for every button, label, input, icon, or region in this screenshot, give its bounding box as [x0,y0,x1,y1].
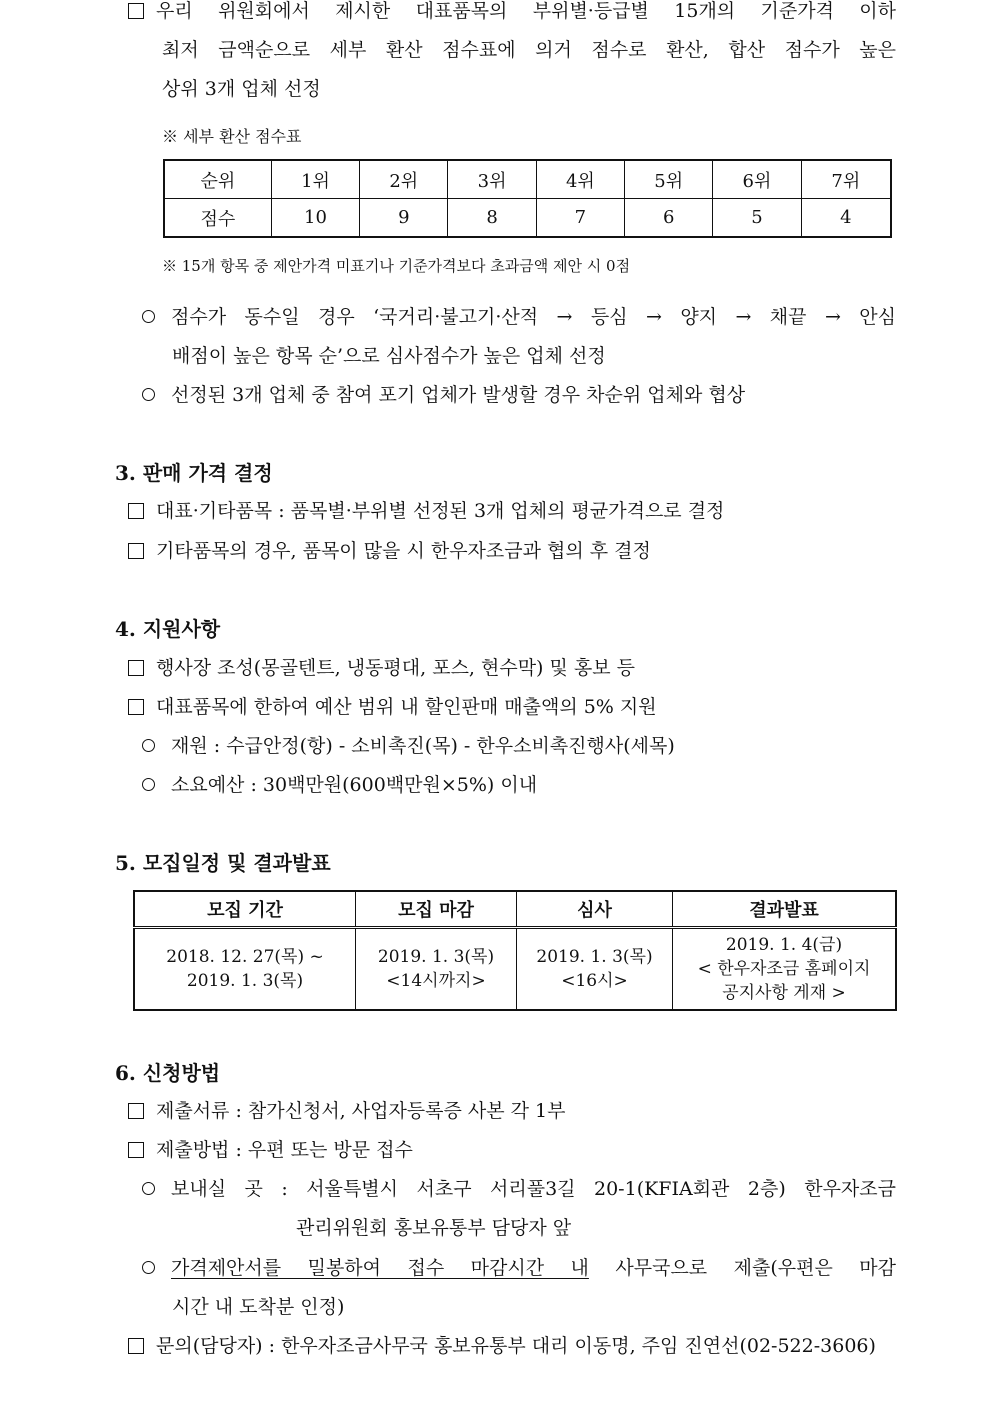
section-6-seal-rest: 사무국으로 제출(우편은 마감 [588,1257,897,1279]
section-3-item-2-text: 기타품목의 경우, 품목이 많을 시 한우자조금과 협의 후 결정 [156,540,651,562]
schedule-header-cell: 모집 기간 [134,891,356,928]
schedule-cell-line: 2018. 12. 27(목) ~ [166,947,324,967]
schedule-cell-deadline [356,928,517,1011]
bullet-circle-icon [142,1261,155,1274]
checkbox-square-icon [128,660,144,676]
score-table-cell: 5위 [625,160,713,199]
score-table-value-row [164,199,891,238]
section-4-sub-2-text: 소요예산 : 30백만원(600백만원×5%) 이내 [171,774,538,796]
checkbox-square-icon [128,699,144,715]
intro-line-2: 최저 금액순으로 세부 환산 점수표에 의거 점수로 환산, 합산 점수가 높은 [162,39,896,61]
tie-rule-text-1: 점수가 동수일 경우 ‘국거리·불고기·산적 → 등심 → 양지 → 채끝 → 안심 [171,306,896,328]
section-4-sub-1-text: 재원 : 수급안정(항) - 소비촉진(목) - 한우소비촉진행사(세목) [171,735,675,757]
intro-line-1 [128,0,896,24]
section-4-item-2-text: 대표품목에 한하여 예산 범위 내 할인판매 매출액의 5% 지원 [156,696,657,718]
score-table-cell: 6위 [713,160,801,199]
checkbox-square-icon [128,3,144,19]
tie-rule-line-1 [142,304,896,330]
schedule-cell-line: 2019. 1. 4(금) [725,935,843,955]
section-6-seal-line-2: 시간 내 도착분 인정) [172,1296,345,1318]
schedule-cell-period [134,928,356,1011]
waive-rule-text: 선정된 3개 업체 중 참여 포기 업체가 발생할 경우 차순위 업체와 협상 [171,384,746,406]
schedule-header-cell: 심사 [517,891,673,928]
section-4-sub-1 [142,733,675,759]
bullet-circle-icon [142,310,155,323]
checkbox-square-icon [128,1338,144,1354]
score-table-cell: 4위 [536,160,624,199]
section-6-item-1-text: 제출서류 : 참가신청서, 사업자등록증 사본 각 1부 [156,1100,566,1122]
score-table-cell: 3위 [448,160,536,199]
score-table-header-row [164,160,891,199]
tie-rule-line-2: 배점이 높은 항목 순’으로 심사점수가 높은 업체 선정 [172,345,606,367]
checkbox-square-icon [128,503,144,519]
score-table-cell: 7위 [801,160,891,199]
score-table-cell: 10 [271,199,359,238]
score-table-cell: 순위 [164,160,271,199]
checkbox-square-icon [128,1142,144,1158]
section-6-address-2: 관리위원회 홍보유통부 담당자 앞 [296,1217,572,1239]
schedule-cell-line: 2019. 1. 3(목) [536,947,653,967]
score-table-footnote: ※ 15개 항목 중 제안가격 미표기나 기준가격보다 초과금액 제안 시 0점 [162,257,631,275]
score-table-cell: 1위 [271,160,359,199]
section-3-title: 3. 판매 가격 결정 [115,461,273,485]
section-5-title: 5. 모집일정 및 결과발표 [115,851,331,875]
section-6-address-1 [142,1176,896,1202]
score-table-cell: 7 [536,199,624,238]
checkbox-square-icon [128,1103,144,1119]
schedule-header-cell: 결과발표 [673,891,897,928]
schedule-cell-announcement [673,928,897,1011]
section-6-item-2 [128,1137,413,1163]
schedule-table [133,890,897,1011]
score-table [163,159,892,238]
section-6-item-2-text: 제출방법 : 우편 또는 방문 접수 [156,1139,413,1161]
intro-line-3: 상위 3개 업체 선정 [162,78,321,100]
section-6-item-1 [128,1098,566,1124]
schedule-cell-line: 2019. 1. 3(목) [186,971,304,991]
score-table-caption: ※ 세부 환산 점수표 [162,127,302,146]
section-3-item-2 [128,538,651,564]
schedule-cell-line: <16시> [561,971,628,991]
section-4-sub-2 [142,772,537,798]
schedule-header-row [134,891,896,928]
section-6-contact [128,1333,876,1359]
section-3-item-1-text: 대표·기타품목 : 품목별·부위별 선정된 3개 업체의 평균가격으로 결정 [156,500,725,522]
section-6-contact-text: 문의(담당자) : 한우자조금사무국 홍보유통부 대리 이동명, 주임 진연선(02-522-3606) [156,1335,876,1357]
bullet-circle-icon [142,739,155,752]
section-6-address-text-1: 보내실 곳 : 서울특별시 서초구 서리풀3길 20-1(KFIA회관 2층) 한우자조금 [171,1178,896,1200]
bullet-circle-icon [142,388,155,401]
section-4-item-1 [128,655,635,681]
score-table-cell: 8 [448,199,536,238]
bullet-circle-icon [142,778,155,791]
section-4-title: 4. 지원사항 [115,617,221,641]
schedule-cell-line: 공지사항 게재 > [722,983,846,1003]
schedule-cell-line: <14시까지> [386,971,486,991]
schedule-cell-line: 2019. 1. 3(목) [377,947,495,967]
score-table-cell: 4 [801,199,891,238]
section-4-item-1-text: 행사장 조성(몽골텐트, 냉동평대, 포스, 현수막) 및 홍보 등 [156,657,636,679]
section-6-seal-underlined: 가격제안서를 밀봉하여 접수 마감시간 내 [171,1257,589,1279]
waive-rule [142,382,745,408]
section-6-title: 6. 신청방법 [115,1061,221,1085]
schedule-cell-line: < 한우자조금 홈페이지 [697,959,871,979]
score-table-cell: 9 [360,199,448,238]
checkbox-square-icon [128,543,144,559]
score-table-cell: 점수 [164,199,271,238]
score-table-cell: 2위 [360,160,448,199]
section-3-item-1 [128,498,724,524]
score-table-cell: 5 [713,199,801,238]
score-table-cell: 6 [625,199,713,238]
section-4-item-2 [128,694,657,720]
section-6-seal-line-1 [142,1255,896,1281]
bullet-circle-icon [142,1182,155,1195]
schedule-header-cell: 모집 마감 [356,891,517,928]
intro-text-1: 우리 위원회에서 제시한 대표품목의 부위별·등급별 15개의 기준가격 이하 [156,0,896,22]
schedule-value-row [134,928,896,1011]
schedule-cell-review [517,928,673,1011]
